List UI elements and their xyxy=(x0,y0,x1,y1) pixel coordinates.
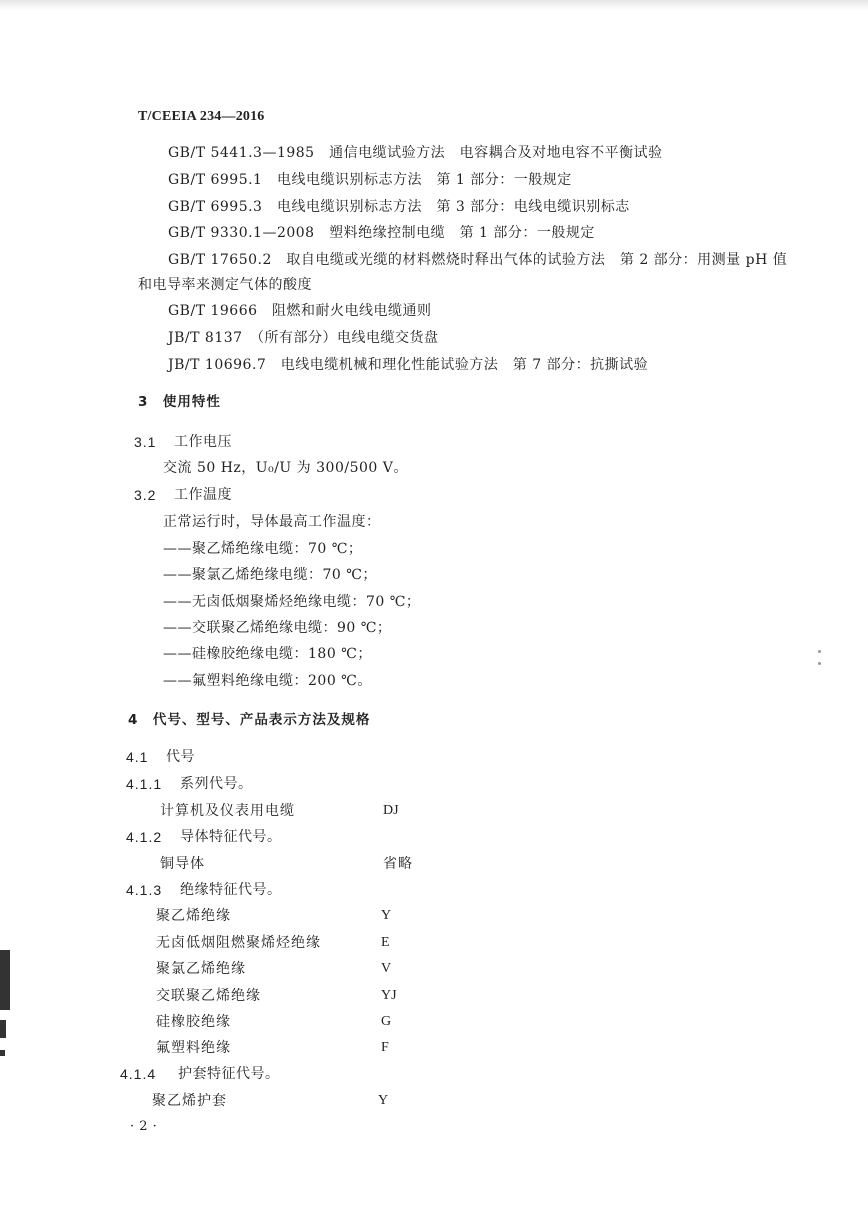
clause-title: 工作电压 xyxy=(174,434,232,450)
code-value: G xyxy=(381,1014,392,1029)
clause-title: 导体特征代号。 xyxy=(180,829,282,845)
section-heading: 3 使用特性 xyxy=(138,394,221,410)
reference-item: GB/T 6995.3 电线电缆识别标志方法 第 3 部分：电线电缆识别标志 xyxy=(168,199,630,215)
clause-title: 系列代号。 xyxy=(180,776,253,792)
clause-text: 正常运行时，导体最高工作温度： xyxy=(163,514,381,530)
clause-number: 4.1.4 xyxy=(120,1066,157,1082)
temperature-item: ——氟塑料绝缘电缆：200 ℃。 xyxy=(163,673,372,689)
clause-number: 4.1.2 xyxy=(126,829,163,845)
section-heading: 4 代号、型号、产品表示方法及规格 xyxy=(128,712,371,728)
clause-title: 工作温度 xyxy=(174,487,232,503)
scan-edge-marks xyxy=(0,940,12,1140)
clause-number: 4.1.3 xyxy=(126,882,163,898)
temperature-item: ——聚氯乙烯绝缘电缆：70 ℃； xyxy=(163,567,377,583)
clause-title: 护套特征代号。 xyxy=(178,1066,280,1082)
reference-item: GB/T 5441.3—1985 通信电缆试验方法 电容耦合及对地电容不平衡试验 xyxy=(168,145,663,161)
temperature-item: ——交联聚乙烯绝缘电缆：90 ℃； xyxy=(163,620,392,636)
code-name: 铜导体 xyxy=(160,856,205,872)
clause-number: 3.2 xyxy=(134,487,157,503)
clause-title: 代号 xyxy=(166,749,195,765)
code-name: 无卤低烟阻燃聚烯烃绝缘 xyxy=(156,935,321,951)
code-value: F xyxy=(381,1040,389,1055)
scan-speck xyxy=(818,662,821,665)
code-name: 氟塑料绝缘 xyxy=(156,1040,231,1056)
scan-speck xyxy=(818,650,821,653)
code-name: 硅橡胶绝缘 xyxy=(156,1014,231,1030)
page-number: · 2 · xyxy=(130,1119,158,1134)
document-id: T/CEEIA 234—2016 xyxy=(138,109,265,124)
clause-number: 4.1.1 xyxy=(126,776,163,792)
clause-number: 4.1 xyxy=(126,749,149,765)
code-value: V xyxy=(381,961,392,976)
temperature-item: ——硅橡胶绝缘电缆：180 ℃； xyxy=(163,646,372,662)
reference-item: GB/T 9330.1—2008 塑料绝缘控制电缆 第 1 部分：一般规定 xyxy=(168,225,595,241)
code-value: DJ xyxy=(383,803,399,818)
temperature-item: ——无卤低烟聚烯烃绝缘电缆：70 ℃； xyxy=(163,594,421,610)
reference-item: GB/T 17650.2 取自电缆或光缆的材料燃烧时释出气体的试验方法 第 2 部分：用测量 pH 值 xyxy=(168,252,788,268)
code-name: 聚氯乙烯绝缘 xyxy=(156,961,246,977)
code-name: 交联聚乙烯绝缘 xyxy=(156,988,261,1004)
code-value: E xyxy=(381,935,390,950)
reference-item: JB/T 10696.7 电线电缆机械和理化性能试验方法 第 7 部分：抗撕试验 xyxy=(168,357,649,373)
clause-title: 绝缘特征代号。 xyxy=(180,882,282,898)
code-name: 计算机及仪表用电缆 xyxy=(160,803,295,819)
clause-number: 3.1 xyxy=(134,434,157,450)
code-value: Y xyxy=(381,908,392,923)
scan-edge xyxy=(0,0,868,10)
code-name: 聚乙烯绝缘 xyxy=(156,908,231,924)
clause-text: 交流 50 Hz，U₀/U 为 300/500 V。 xyxy=(163,460,408,476)
code-value: 省略 xyxy=(383,856,413,872)
reference-item-continuation: 和电导率来测定气体的酸度 xyxy=(138,277,312,293)
reference-item: GB/T 19666 阻燃和耐火电线电缆通则 xyxy=(168,303,432,319)
code-name: 聚乙烯护套 xyxy=(152,1093,227,1109)
reference-item: JB/T 8137 （所有部分）电线电缆交货盘 xyxy=(168,330,439,346)
temperature-item: ——聚乙烯绝缘电缆：70 ℃； xyxy=(163,541,363,557)
reference-item: GB/T 6995.1 电线电缆识别标志方法 第 1 部分：一般规定 xyxy=(168,172,572,188)
code-value: Y xyxy=(378,1093,389,1108)
code-value: YJ xyxy=(381,988,397,1003)
